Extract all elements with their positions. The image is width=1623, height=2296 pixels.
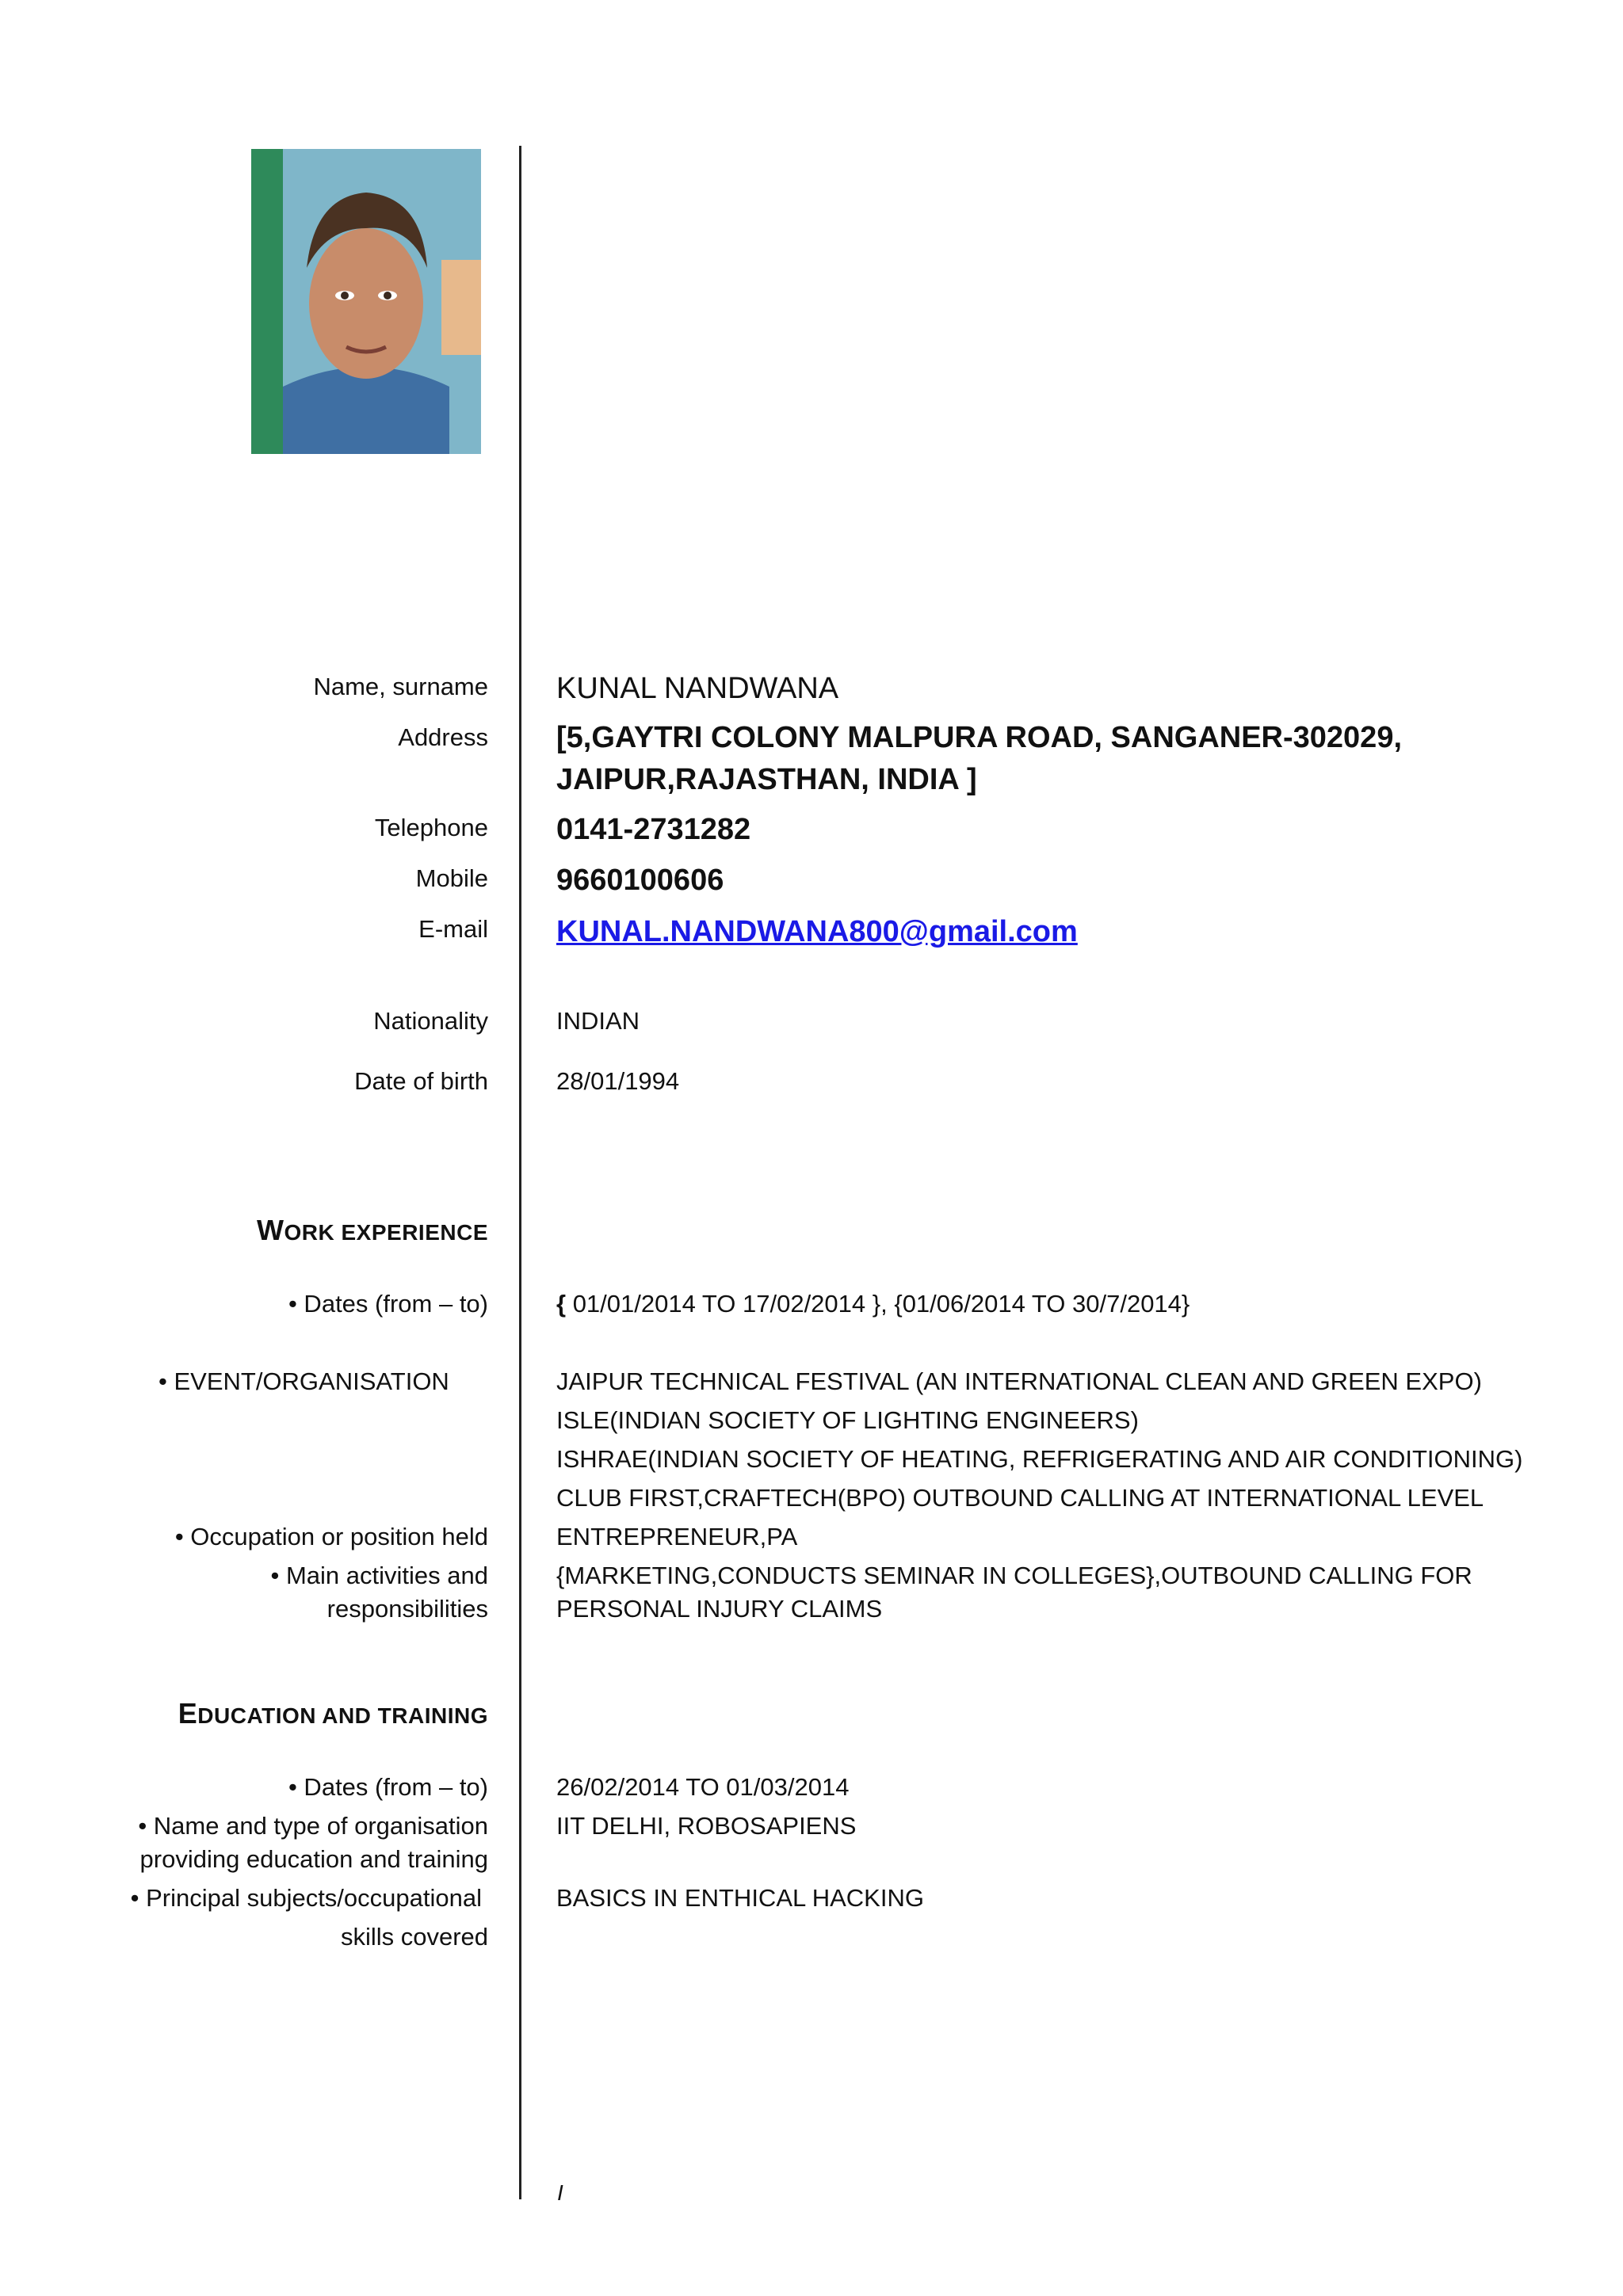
work-heading-initial: W: [257, 1214, 285, 1246]
telephone-value: 0141-2731282: [556, 813, 751, 846]
event-item: ISHRAE(INDIAN SOCIETY OF HEATING, REFRIGERATING AND AIR CONDITIONING): [556, 1445, 1523, 1473]
mobile-label: Mobile: [415, 864, 488, 892]
subjects-value: BASICS IN ENTHICAL HACKING: [556, 1884, 924, 1912]
activities-line-1: {MARKETING,CONDUCTS SEMINAR IN COLLEGES},OUTBOUND CALLING FOR: [556, 1562, 1472, 1589]
education-org-label-1: • Name and type of organisation: [138, 1812, 488, 1840]
activities-label-1: • Main activities and: [270, 1562, 488, 1589]
profile-photo: [251, 149, 481, 454]
education-dates-label: • Dates (from – to): [288, 1773, 488, 1801]
event-label: • EVENT/ORGANISATION: [158, 1367, 449, 1395]
subjects-label-2: skills covered: [340, 1923, 488, 1951]
nationality-value: INDIAN: [556, 1007, 640, 1035]
subjects-label-1: • Principal subjects/occupational: [130, 1884, 482, 1912]
dob-value: 28/01/1994: [556, 1067, 680, 1095]
activities-label-2: responsibilities: [327, 1595, 488, 1623]
education-dates-value: 26/02/2014 TO 01/03/2014: [556, 1773, 850, 1801]
education-heading-initial: E: [178, 1697, 198, 1730]
nationality-label: Nationality: [373, 1007, 488, 1035]
education-heading: [178, 1697, 488, 1730]
event-item: JAIPUR TECHNICAL FESTIVAL (AN INTERNATIONAL CLEAN AND GREEN EXPO): [556, 1367, 1482, 1395]
email-link[interactable]: KUNAL.NANDWANA800@gmail.com: [556, 915, 1078, 948]
event-item: CLUB FIRST,CRAFTECH(BPO) OUTBOUND CALLING AT INTERNATIONAL LEVEL: [556, 1484, 1484, 1512]
name-label: Name, surname: [313, 673, 488, 700]
work-experience-heading: [257, 1214, 488, 1247]
event-item: ISLE(INDIAN SOCIETY OF LIGHTING ENGINEERS): [556, 1406, 1139, 1434]
address-line-1: [5,GAYTRI COLONY MALPURA ROAD, SANGANER-302029,: [556, 721, 1403, 754]
mobile-value: 9660100606: [556, 864, 724, 897]
occupation-value: ENTREPRENEUR,PA: [556, 1523, 798, 1550]
work-heading-rest: ORK EXPERIENCE: [284, 1220, 488, 1245]
work-dates-text: 01/01/2014 TO 17/02/2014 }, {01/06/2014 TO 30/7/2014}: [566, 1290, 1190, 1318]
address-line-2: JAIPUR,RAJASTHAN, INDIA ]: [556, 763, 977, 796]
vertical-divider: [519, 146, 521, 2199]
education-org-label-2: providing education and training: [139, 1845, 488, 1873]
education-heading-rest: DUCATION AND TRAINING: [197, 1703, 488, 1728]
name-value: KUNAL NANDWANA: [556, 672, 839, 705]
address-label: Address: [398, 723, 488, 751]
dob-label: Date of birth: [354, 1067, 488, 1095]
work-dates-value: [556, 1287, 1190, 1321]
activities-line-2: PERSONAL INJURY CLAIMS: [556, 1595, 883, 1623]
work-dates-brace: {: [556, 1290, 567, 1318]
telephone-label: Telephone: [374, 814, 488, 841]
footer-mark: I: [557, 2180, 563, 2205]
occupation-label: • Occupation or position held: [174, 1523, 488, 1550]
education-org-value: IIT DELHI, ROBOSAPIENS: [556, 1812, 857, 1840]
work-dates-label: • Dates (from – to): [288, 1290, 488, 1318]
email-label: E-mail: [418, 915, 488, 943]
